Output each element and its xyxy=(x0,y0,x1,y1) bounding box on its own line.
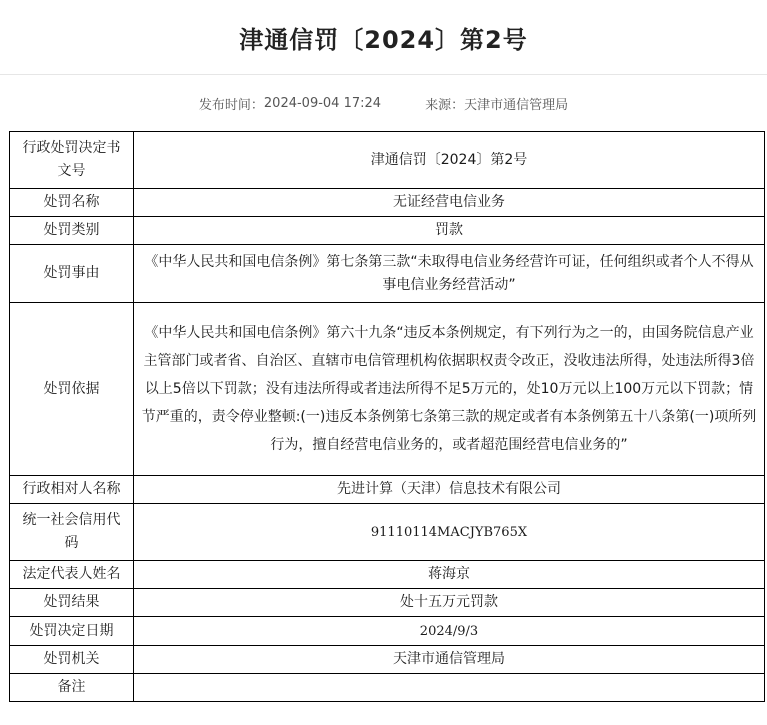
table-row xyxy=(10,617,765,646)
table-row xyxy=(10,245,765,303)
table-row xyxy=(10,132,765,189)
row-value: 《中华人民共和国电信条例》第七条第三款“未取得电信业务经营许可证，任何组织或者个人不得从事电信业务经营活动” xyxy=(134,245,765,303)
row-label: 处罚决定日期 xyxy=(10,617,134,646)
row-label: 行政处罚决定书文号 xyxy=(10,132,134,189)
meta-line xyxy=(0,75,767,131)
row-label: 备注 xyxy=(10,674,134,702)
title-bar xyxy=(0,0,767,75)
table-row xyxy=(10,217,765,245)
row-value: 2024/9/3 xyxy=(134,617,765,646)
table-row xyxy=(10,674,765,702)
row-label: 处罚类别 xyxy=(10,217,134,245)
publish-time: 2024-09-04 17:24 xyxy=(263,95,382,111)
row-label: 统一社会信用代码 xyxy=(10,504,134,561)
table-row xyxy=(10,589,765,617)
row-label: 法定代表人姓名 xyxy=(10,561,134,589)
row-value: 津通信罚〔2024〕第2号 xyxy=(134,132,765,189)
source-label: 来源： xyxy=(425,97,465,113)
row-value: 91110114MACJYB765X xyxy=(134,504,765,561)
row-value: 天津市通信管理局 xyxy=(134,646,765,674)
row-value: 蒋海京 xyxy=(134,561,765,589)
row-label: 处罚机关 xyxy=(10,646,134,674)
table-row xyxy=(10,561,765,589)
source-value: 天津市通信管理局 xyxy=(464,97,569,113)
row-label: 处罚结果 xyxy=(10,589,134,617)
row-value: 处十五万元罚款 xyxy=(134,589,765,617)
row-label: 处罚依据 xyxy=(10,303,134,476)
row-value xyxy=(134,674,765,702)
row-value: 《中华人民共和国电信条例》第六十九条“违反本条例规定，有下列行为之一的，由国务院信息产业主管部门或者省、自治区、直辖市电信管理机构依据职权责令改正，没收违法所得，处违法所得3倍以上5倍以下罚款；没有违法所得或者违法所得不足5万元的，处10万元以上100万元以下罚款；情节严重的，责令停业整顿:(一)违反本条例第七条第三款的规定或者有本条例第五十八条第(一)项所列行为，擅自经营电信业务的，或者超范围经营电信业务的” xyxy=(134,303,765,476)
table-row xyxy=(10,476,765,504)
row-label: 行政相对人名称 xyxy=(10,476,134,504)
row-value: 无证经营电信业务 xyxy=(134,189,765,217)
penalty-table xyxy=(9,131,765,702)
row-label: 处罚事由 xyxy=(10,245,134,303)
table-row xyxy=(10,646,765,674)
publish-label: 发布时间： xyxy=(198,97,264,113)
table-row xyxy=(10,504,765,561)
table-row xyxy=(10,189,765,217)
row-value: 先进计算（天津）信息技术有限公司 xyxy=(134,476,765,504)
row-value: 罚款 xyxy=(134,217,765,245)
row-label: 处罚名称 xyxy=(10,189,134,217)
page-title: 津通信罚〔2024〕第2号 xyxy=(239,25,528,54)
table-row xyxy=(10,303,765,476)
